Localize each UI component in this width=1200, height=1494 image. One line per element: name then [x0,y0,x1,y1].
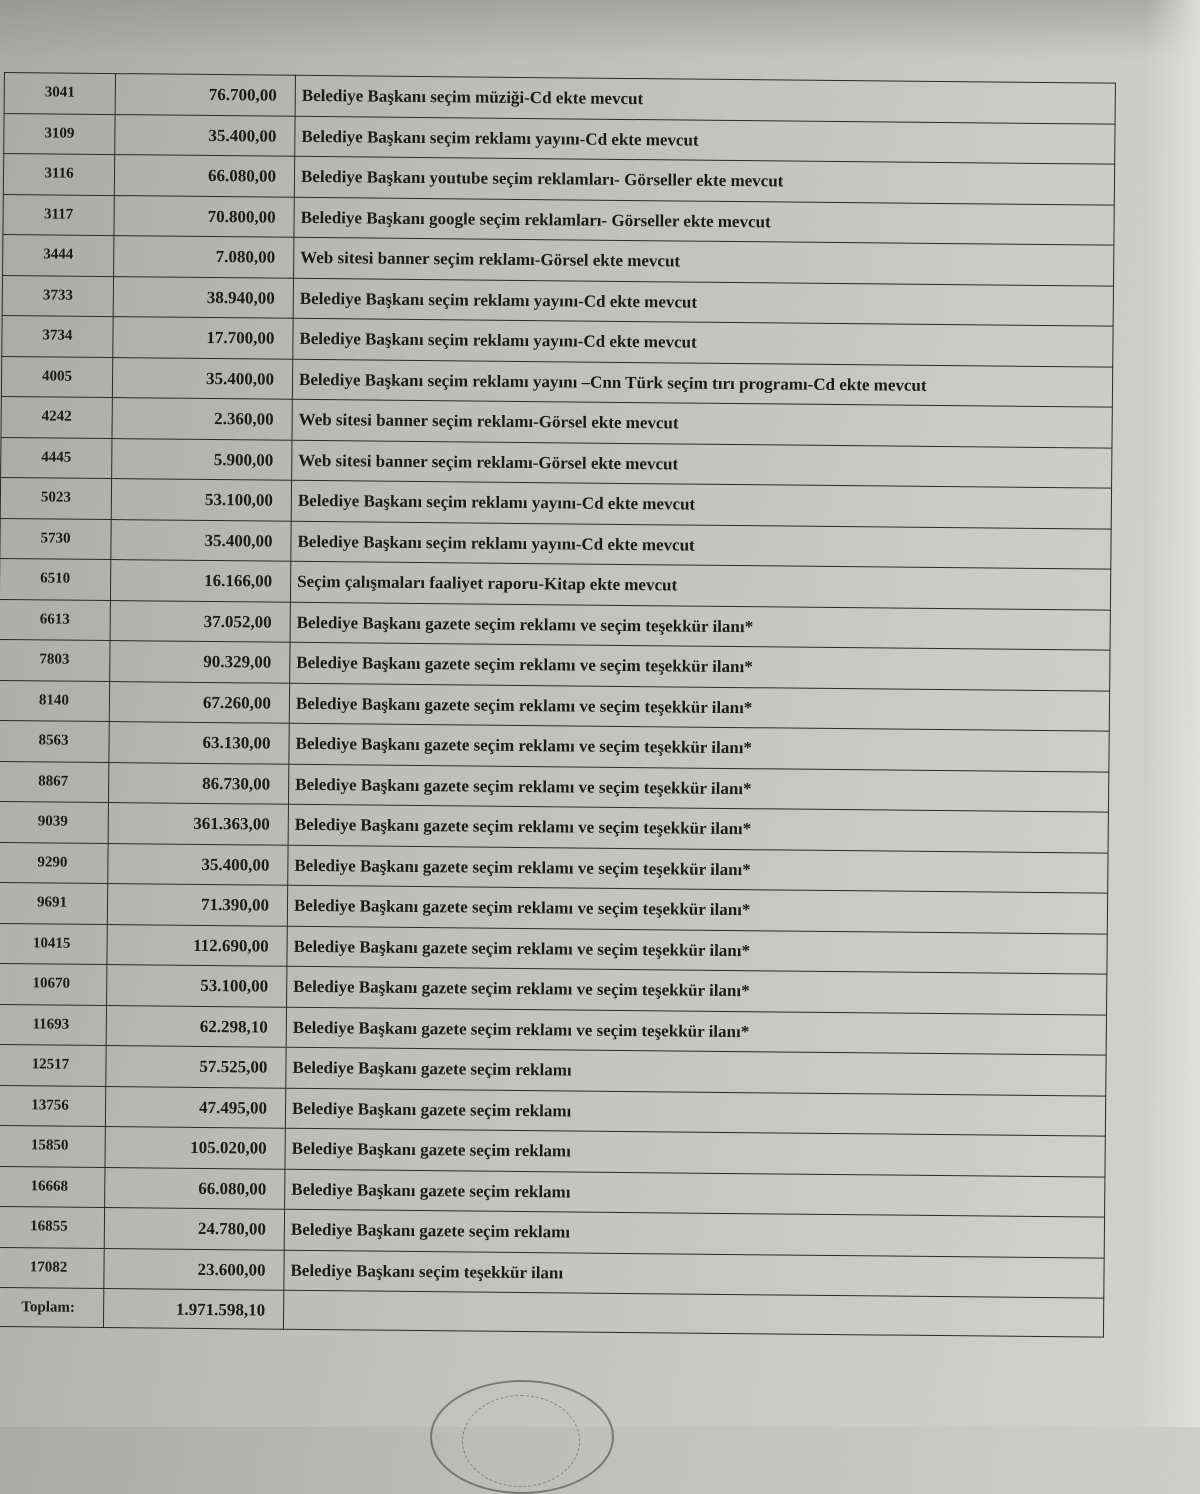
row-amount-cell: 47.495,00 [105,1086,285,1128]
row-description-cell: Belediye Başkanı seçim reklamı yayını-Cd ekte mevcut [293,278,1113,326]
row-description-cell: Web sitesi banner seçim reklamı-Görsel ekte mevcut [292,399,1112,447]
row-description-cell: Belediye Başkanı gazete seçim reklamı ve seçim teşekkür ilanı* [288,845,1108,893]
row-amount-cell: 53.100,00 [111,479,291,521]
row-number-cell: 3734 [2,315,113,357]
row-description-cell: Belediye Başkanı seçim reklamı yayını-Cd ekte mevcut [291,521,1111,569]
row-amount-cell: 361.363,00 [108,803,288,845]
row-amount-cell: 76.700,00 [115,74,295,116]
row-description-cell: Belediye Başkanı seçim müziği-Cd ekte mevcut [295,75,1115,123]
row-amount-cell: 112.690,00 [107,924,287,966]
official-stamp-inner-ring [462,1395,580,1487]
row-number-cell: 6510 [0,558,111,600]
row-number-cell: 16668 [0,1166,105,1208]
row-number-cell: 3733 [2,275,113,317]
row-description-cell: Belediye Başkanı gazete seçim reklamı ve seçim teşekkür ilanı* [287,885,1107,933]
total-label: Toplam: [0,1287,104,1327]
row-number-cell: 7803 [0,639,110,681]
row-amount-cell: 23.600,00 [104,1248,284,1290]
row-description-cell: Belediye Başkanı gazete seçim reklamı ve seçim teşekkür ilanı* [289,683,1109,731]
row-description-cell: Belediye Başkanı gazete seçim reklamı ve seçim teşekkür ilanı* [290,642,1110,690]
row-number-cell: 4005 [1,356,112,398]
row-amount-cell: 53.100,00 [107,965,287,1007]
row-description-cell: Belediye Başkanı seçim reklamı yayını –Cnn Türk seçim tırı programı-Cd ekte mevcut [292,359,1112,407]
row-number-cell: 8140 [0,680,110,722]
row-amount-cell: 24.780,00 [104,1208,284,1250]
row-number-cell: 11693 [0,1004,107,1046]
row-description-cell: Belediye Başkanı gazete seçim reklamı [285,1088,1105,1136]
row-number-cell: 9039 [0,801,108,843]
row-description-cell: Seçim çalışmaları faaliyet raporu-Kitap ekte mevcut [290,561,1110,609]
row-amount-cell: 67.260,00 [109,681,289,723]
row-amount-cell: 37.052,00 [110,600,290,642]
row-amount-cell: 66.080,00 [114,155,294,197]
row-description-cell: Belediye Başkanı gazete seçim reklamı ve seçim teşekkür ilanı* [287,926,1107,974]
row-number-cell: 10415 [0,923,107,965]
row-number-cell: 12517 [0,1044,106,1086]
row-amount-cell: 105.020,00 [105,1127,285,1169]
row-number-cell: 17082 [0,1247,104,1289]
row-number-cell: 16855 [0,1206,105,1248]
row-number-cell: 15850 [0,1125,105,1167]
row-amount-cell: 57.525,00 [106,1046,286,1088]
row-number-cell: 8867 [0,761,109,803]
row-description-cell: Belediye Başkanı google seçim reklamları- Görseller ekte mevcut [294,197,1114,245]
row-amount-cell: 66.080,00 [105,1167,285,1209]
row-description-cell: Belediye Başkanı gazete seçim reklamı ve seçim teşekkür ilanı* [286,1007,1106,1055]
row-number-cell: 3041 [4,73,115,115]
row-amount-cell: 5.900,00 [112,438,292,480]
row-amount-cell: 35.400,00 [108,843,288,885]
row-amount-cell: 90.329,00 [110,641,290,683]
row-amount-cell: 17.700,00 [113,317,293,359]
row-description-cell: Belediye Başkanı seçim teşekkür ilanı [284,1250,1104,1298]
row-number-cell: 3444 [3,234,114,276]
row-description-cell: Belediye Başkanı gazete seçim reklamı [285,1128,1105,1176]
row-number-cell: 9290 [0,842,108,884]
row-description-cell: Web sitesi banner seçim reklamı-Görsel ekte mevcut [292,440,1112,488]
total-amount: 1.971.598,10 [103,1289,283,1330]
row-description-cell: Belediye Başkanı gazete seçim reklamı ve seçim teşekkür ilanı* [287,966,1107,1014]
row-number-cell: 3117 [3,194,114,236]
row-amount-cell: 7.080,00 [114,236,294,278]
total-description-cell [283,1290,1103,1337]
row-amount-cell: 35.400,00 [111,519,291,561]
page-top-shadow [0,0,1200,60]
row-amount-cell: 35.400,00 [115,114,295,156]
row-amount-cell: 16.166,00 [110,560,290,602]
row-description-cell: Belediye Başkanı youtube seçim reklamları- Görseller ekte mevcut [294,156,1114,204]
row-number-cell: 5023 [0,477,111,519]
row-amount-cell: 63.130,00 [109,722,289,764]
row-description-cell: Belediye Başkanı seçim reklamı yayını-Cd ekte mevcut [291,480,1111,528]
row-number-cell: 4242 [1,396,112,438]
row-number-cell: 10670 [0,963,107,1005]
page-right-edge [1145,0,1200,1427]
row-amount-cell: 86.730,00 [108,762,288,804]
row-amount-cell: 71.390,00 [107,884,287,926]
row-number-cell: 9691 [0,882,108,924]
row-description-cell: Belediye Başkanı seçim reklamı yayını-Cd ekte mevcut [295,116,1115,164]
row-number-cell: 3109 [4,113,115,155]
row-description-cell: Web sitesi banner seçim reklamı-Görsel ekte mevcut [294,237,1114,285]
row-description-cell: Belediye Başkanı gazete seçim reklamı [284,1209,1104,1257]
row-description-cell: Belediye Başkanı gazete seçim reklamı [285,1169,1105,1217]
row-number-cell: 3116 [3,154,114,196]
row-amount-cell: 35.400,00 [112,357,292,399]
row-amount-cell: 62.298,10 [106,1005,286,1047]
row-description-cell: Belediye Başkanı gazete seçim reklamı ve seçim teşekkür ilanı* [288,764,1108,812]
expense-table [0,72,1116,1338]
row-description-cell: Belediye Başkanı gazete seçim reklamı ve seçim teşekkür ilanı* [288,804,1108,852]
row-description-cell: Belediye Başkanı gazete seçim reklamı ve seçim teşekkür ilanı* [289,723,1109,771]
row-amount-cell: 38.940,00 [113,276,293,318]
expense-table-body [0,73,1115,1338]
row-number-cell: 8563 [0,720,109,762]
row-amount-cell: 2.360,00 [112,398,292,440]
row-number-cell: 6613 [0,599,110,641]
row-description-cell: Belediye Başkanı gazete seçim reklamı [286,1047,1106,1095]
row-number-cell: 13756 [0,1085,106,1127]
row-amount-cell: 70.800,00 [114,195,294,237]
row-number-cell: 5730 [0,518,111,560]
row-number-cell: 4445 [1,437,112,479]
row-description-cell: Belediye Başkanı gazete seçim reklamı ve seçim teşekkür ilanı* [290,602,1110,650]
row-description-cell: Belediye Başkanı seçim reklamı yayını-Cd ekte mevcut [293,318,1113,366]
